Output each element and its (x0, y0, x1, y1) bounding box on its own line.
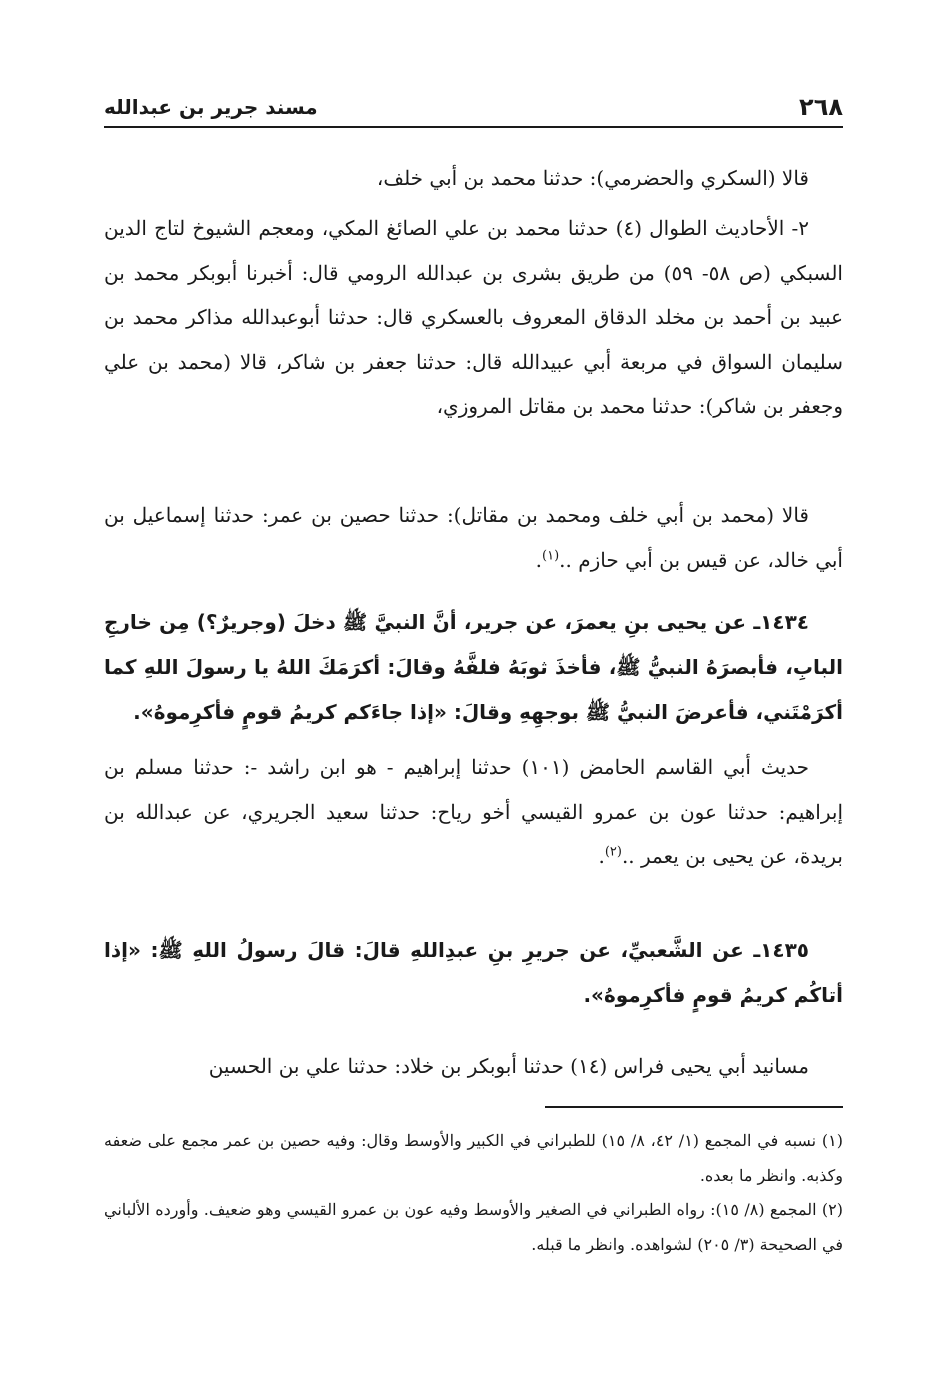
footnote-1: (١) نسبه في المجمع (١/ ٤٢، ٨/ ١٥) للطبراني في الكبير والأوسط وقال: وفيه حصين بن عمر مجمع على ضعفه وكذبه. وانظر ما بعده. (104, 1131, 844, 1185)
footnotes (104, 1124, 843, 1262)
paragraph-chain-2: قالا (محمد بن أبي خلف ومحمد بن مقاتل): حدثنا حصين بن عمر: حدثنا إسماعيل بن أبي خالد، عن قيس بن أبي حازم ..$^{(١)}$. (104, 503, 843, 572)
paragraph-chain-3: حديث أبي القاسم الحامض (١٠١) حدثنا إبراهيم - هو ابن راشد -: حدثنا مسلم بن إبراهيم: حدثنا عون بن عمرو القيسي أخو رياح: حدثنا سعيد الجريري، عن عبدالله بن بريدة، عن يحيى بن يعمر ..$^{(٢)}$. (104, 755, 843, 868)
note-ref-1: (١) (542, 547, 560, 563)
hadith-1435: ١٤٣٥ـ عن الشَّعبيِّ، عن جريرِ بنِ عبدِاللهِ قالَ: قالَ رسولُ اللهِ ﷺ: «إذا أتاكُم كريمُ قومٍ فأكرِموهُ». (104, 938, 843, 1007)
body-block-3 (104, 493, 843, 582)
page-number: ٢٦٨ (799, 93, 843, 121)
body-block-2 (104, 206, 843, 429)
body-block-4 (104, 600, 843, 735)
body-block-7 (104, 1044, 843, 1089)
hadith-1434: ١٤٣٤ـ عن يحيى بنِ يعمرَ، عن جرير، أنَّ النبيَّ ﷺ دخلَ (وجريرٌ؟) مِن خارجِ البابِ، فأبصرَهُ النبيُّ ﷺ، فأخذَ ثوبَهُ فلفَّهُ وقالَ: أكرَمَكَ اللهُ يا رسولَ اللهِ كما أكرَمْتَني، فأعرضَ النبيُّ ﷺ بوجهِهِ وقالَ: «إذا جاءَكم كريمُ قومٍ فأكرِموهُ». (104, 610, 843, 724)
note-ref-2: (٢) (604, 844, 622, 860)
footnote-2: (٢) المجمع (٨/ ١٥): رواه الطبراني في الصغير والأوسط وفيه عون بن عمرو القيسي وهو ضعيف. وأورده الألباني في الصحيحة (٣/ ٢٠٥) لشواهده. وانظر ما قبله. (104, 1200, 844, 1254)
running-title: مسند جرير بن عبدالله (104, 95, 318, 119)
paragraph-chain-4: مسانيد أبي يحيى فراس (١٤) حدثنا أبوبكر بن خلاد: حدثنا علي بن الحسين (208, 1054, 809, 1078)
body-block-6 (104, 928, 843, 1018)
header-rule (104, 126, 843, 128)
paragraph-chain-2-text: قالا (محمد بن أبي خلف ومحمد بن مقاتل): حدثنا حصين بن عمر: حدثنا إسماعيل بن أبي خالد، عن قيس بن أبي حازم .. (104, 503, 843, 572)
paragraph-sources: ٢- الأحاديث الطوال (٤) حدثنا محمد بن علي الصائغ المكي، ومعجم الشيوخ لتاج الدين السبكي (ص ٥٨- ٥٩) من طريق بشرى بن عبدالله الرومي قال: أخبرنا أبوبكر محمد بن عبيد بن أحمد بن مخلد الدقاق المعروف بالعسكري قال: حدثنا أبوعبدالله مذاكر محمد بن سليمان السواق في مربعة أبي عبيدالله قال: حدثنا جعفر بن شاكر، قالا (محمد بن علي وجعفر بن شاكر): حدثنا محمد بن مقاتل المروزي، (104, 216, 843, 418)
body-block-5 (104, 745, 843, 879)
footnote-rule (545, 1106, 843, 1108)
page-header (104, 92, 843, 132)
body-block-1 (104, 156, 843, 201)
paragraph-chain-3-text: حديث أبي القاسم الحامض (١٠١) حدثنا إبراهيم - هو ابن راشد -: حدثنا مسلم بن إبراهيم: حدثنا عون بن عمرو القيسي أخو رياح: حدثنا سعيد الجريري، عن عبدالله بن بريدة، عن يحيى بن يعمر .. (104, 755, 843, 868)
paragraph-chain-1: قالا (السكري والحضرمي): حدثنا محمد بن أبي خلف، (376, 166, 809, 190)
